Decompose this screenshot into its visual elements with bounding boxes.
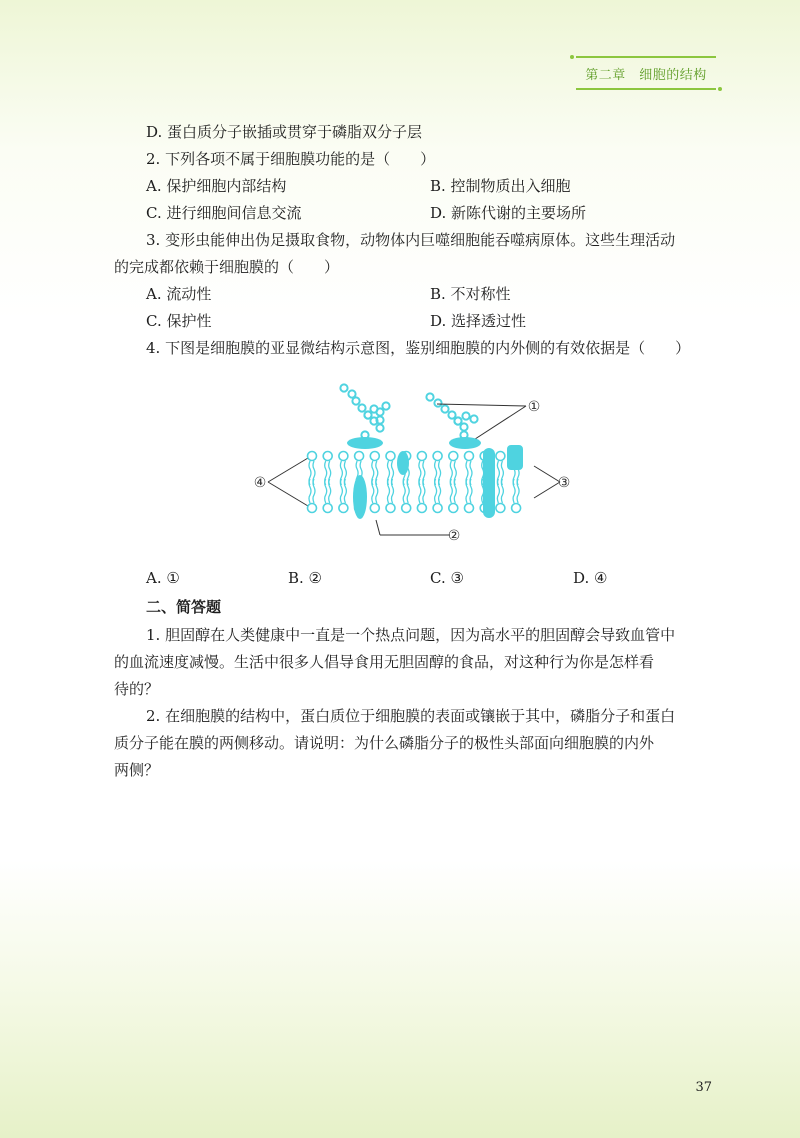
- phospholipid-inner: [449, 479, 458, 513]
- q2-option-d: D. 新陈代谢的主要场所: [430, 204, 587, 222]
- sugar-chain-unit: [441, 405, 448, 412]
- q3-stem-line2: 的完成都依赖于细胞膜的（ ）: [114, 258, 340, 276]
- sugar-chain-unit: [426, 393, 433, 400]
- q3-stem-line1: 3. 变形虫能伸出伪足摄取食物，动物体内巨噬细胞能吞噬病原体。这些生理活动: [146, 231, 676, 249]
- sugar-chain-unit: [382, 402, 389, 409]
- q2-stem: 2. 下列各项不属于细胞膜功能的是（ ）: [146, 150, 436, 168]
- chapter-header: 第二章 细胞的结构: [576, 56, 716, 90]
- q3-option-d: D. 选择透过性: [430, 312, 527, 330]
- phospholipid-outer: [386, 452, 395, 486]
- phospholipid-inner: [339, 479, 348, 513]
- section-title-short-answer: 二、简答题: [146, 598, 222, 616]
- q2-option-c: C. 进行细胞间信息交流: [146, 204, 302, 222]
- phospholipid-outer: [465, 452, 474, 486]
- sugar-chain-unit: [348, 390, 355, 397]
- s1-line2: 的血流速度减慢。生活中很多人倡导食用无胆固醇的食品，对这种行为你是怎样看: [114, 653, 655, 671]
- phospholipid-inner: [323, 479, 332, 513]
- marker-2: ②: [447, 528, 461, 544]
- page-number: 37: [695, 1080, 712, 1095]
- phospholipid-inner: [386, 479, 395, 513]
- phospholipid-inner: [496, 479, 505, 513]
- marker-3: ③: [557, 475, 571, 491]
- s2-line1: 2. 在细胞膜的结构中，蛋白质位于细胞膜的表面或镶嵌于其中，磷脂分子和蛋白: [146, 707, 676, 725]
- phospholipid-inner: [433, 479, 442, 513]
- q3-option-c: C. 保护性: [146, 312, 212, 330]
- sugar-chain-unit: [340, 384, 347, 391]
- sugar-chain-unit: [462, 412, 469, 419]
- marker-4: ④: [253, 475, 267, 491]
- glycoprotein-base: [449, 437, 481, 449]
- channel-protein: [507, 445, 523, 470]
- sugar-chain-unit: [470, 415, 477, 422]
- q4-stem: 4. 下图是细胞膜的亚显微结构示意图，鉴别细胞膜的内外侧的有效依据是（ ）: [146, 339, 691, 357]
- sugar-chain-unit: [448, 411, 455, 418]
- q3-option-a: A. 流动性: [146, 285, 212, 303]
- transmembrane-protein: [483, 448, 495, 518]
- sugar-chain-unit: [434, 399, 441, 406]
- marker-1: ①: [527, 399, 541, 415]
- s2-line3: 两侧？: [114, 761, 160, 779]
- phospholipid-outer: [308, 452, 317, 486]
- cell-membrane-diagram: [240, 375, 580, 550]
- phospholipid-outer: [433, 452, 442, 486]
- inner-embedded-protein: [353, 475, 367, 519]
- q1-option-d: D. 蛋白质分子嵌插或贯穿于磷脂双分子层: [146, 123, 423, 141]
- phospholipid-outer: [370, 452, 379, 486]
- phospholipid-outer: [496, 452, 505, 486]
- q4-option-c: C. ③: [430, 569, 464, 587]
- phospholipid-inner: [465, 479, 474, 513]
- phospholipid-inner: [417, 479, 426, 513]
- sugar-chain-unit: [454, 417, 461, 424]
- s1-line3: 待的？: [114, 680, 160, 698]
- phospholipid-inner: [370, 479, 379, 513]
- q4-option-a: A. ①: [146, 569, 180, 587]
- phospholipid-inner: [512, 479, 521, 513]
- q4-option-d: D. ④: [573, 569, 608, 587]
- sugar-chain-unit: [460, 423, 467, 430]
- surface-protein: [347, 437, 383, 449]
- q2-option-a: A. 保护细胞内部结构: [146, 177, 287, 195]
- sugar-chain-unit: [364, 411, 371, 418]
- s2-line2: 质分子能在膜的两侧移动。请说明：为什么磷脂分子的极性头部面向细胞膜的内外: [114, 734, 655, 752]
- q4-option-b: B. ②: [288, 569, 323, 587]
- q3-option-b: B. 不对称性: [430, 285, 511, 303]
- phospholipid-outer: [339, 452, 348, 486]
- q2-option-b: B. 控制物质出入细胞: [430, 177, 571, 195]
- phospholipid-outer: [323, 452, 332, 486]
- phospholipid-outer: [449, 452, 458, 486]
- sugar-chain-unit: [376, 424, 383, 431]
- sugar-chain-unit: [352, 397, 359, 404]
- phospholipid-inner: [308, 479, 317, 513]
- s1-line1: 1. 胆固醇在人类健康中一直是一个热点问题，因为高水平的胆固醇会导致血管中: [146, 626, 676, 644]
- phospholipid-outer: [417, 452, 426, 486]
- embedded-protein: [397, 451, 409, 475]
- phospholipid-inner: [402, 479, 411, 513]
- sugar-chain-unit: [358, 404, 365, 411]
